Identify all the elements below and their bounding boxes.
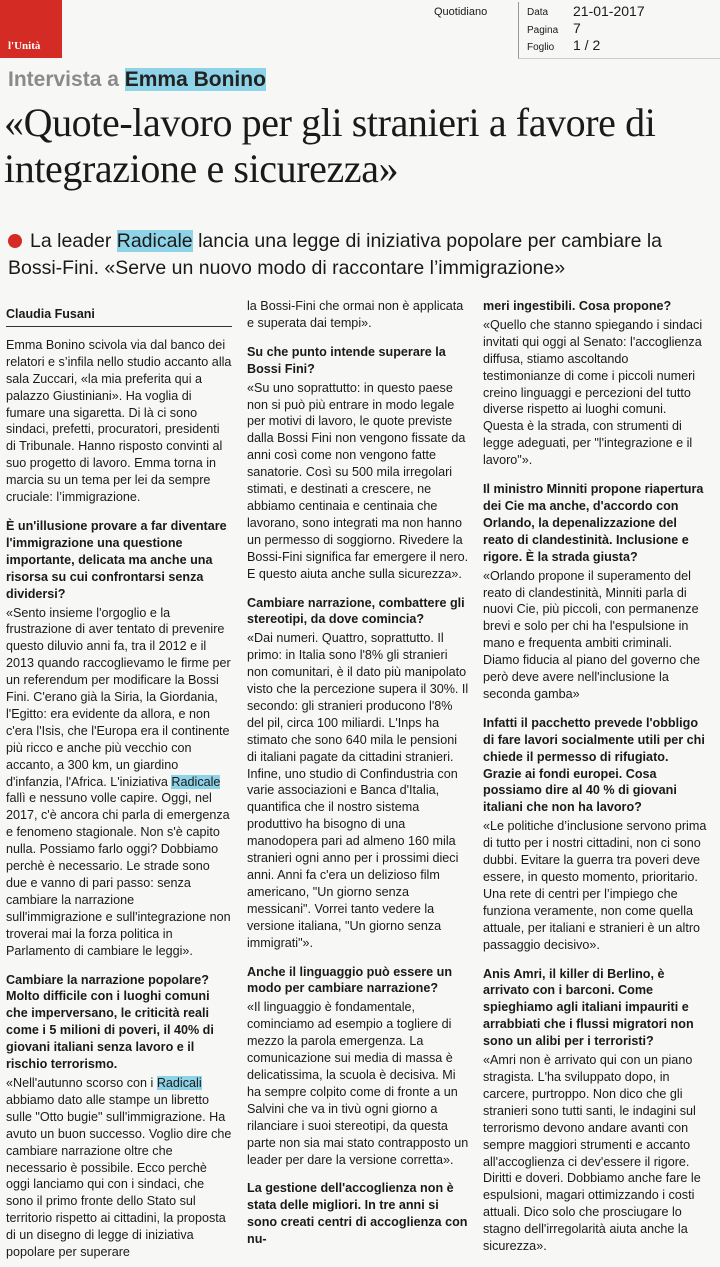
- answer: «Amri non è arrivato qui con un piano stragista. L'ha sviluppato dopo, in carcere, purtroppo. Non dico che gli stranieri sono tutti santi, le indagini sul terrorismo devono andare avanti con sempre maggiori strumenti e accanto all'accoglienza ci dev'essere il rigore. Diritti e doveri. Dobbiamo anche fare le espulsioni, magari ottimizzando i costi attuali. Dico solo che prosciugare lo stagno dell'irregolarità aiuta anche la sicurezza».: [483, 1053, 701, 1254]
- question: Su che punto intende superare la Bossi Fini?: [247, 344, 446, 376]
- paragraph: Emma Bonino scivola via dal banco dei relatori e s’infila nello studio accanto alla sala Zuccari, «la mia preferita qui a palazzo Giustiniani». Ha voglia di fumare una sigaretta. Di là ci sono sindaci, prefetti, procuratori, presidenti di Tribunale. Hanno risposto convinti al suo progetto di lavoro. Emma torna in marcia su un tema per lei da sempre cruciale: l’immigrazione.: [6, 337, 232, 505]
- question: La gestione dell'accoglienza non è stata delle migliori. In tre anni si sono creati centri di accoglienza con nu-: [247, 1181, 468, 1247]
- headline: «Quote-lavoro per gli stranieri a favore di integrazione e sicurezza»: [4, 100, 656, 191]
- page-label: Pagina: [527, 25, 559, 36]
- newspaper-logo: l'Unità: [0, 0, 62, 58]
- red-dot-icon: [8, 234, 22, 248]
- answer: «Su uno soprattutto: in questo paese non si può più entrare in modo legale per motivi di lavoro, le quote previste dalla Bossi Fini non vengono fissate da anni così come non vengono fatte sanatorie. Così su 500 mila irregolari stimati, e destinati a crescere, ne abbiamo centinaia e centinaia che lavorano, sono integrati ma non hanno un permesso di soggiorno. Rivedere la Bossi-Fini significa far emergere il nero. E questo aiuta anche sulla sicurezza».: [247, 380, 469, 581]
- answer: «Nell'autunno scorso con i Radicali abbiamo dato alle stampe un libretto sulle "Otto bugie" sull'immigrazione. Ha avuto un buon successo. Voglio dire che cambiare narrazione oltre che necessario è possibile. Ecco perchè oggi lanciamo qui con i sindaci, che sono il primo fronte dello Stato sul territorio rispetto ai cittadini, la proposta di un disegno di legge di iniziativa popolare per superare: [6, 1075, 232, 1260]
- question: Anis Amri, il killer di Berlino, è arrivato con i barconi. Come spieghiamo agli italiani impauriti e arrabbiati che i flussi migratori non sono un alibi per i terroristi?: [483, 966, 694, 1049]
- answer: «Orlando propone il superamento del reato di clandestinità, Minniti parla di nuovi Cie, più piccoli, con permanenze brevi e solo per chi ha l'espulsione in mano e frequenta ambiti criminali. Diamo fiducia al piano del governo che però deve avere nell'inclusione la seconda gamba»: [483, 568, 701, 701]
- answer: «Sento insieme l'orgoglio e la frustrazione di aver tentato di prevenire questo diluvio anni fa, tra il 2012 e il 2013 quando raccoglievamo le firme per un referendum per modificare la Bossi Fini. C'erano già la Siria, la Giordania, l'Egitto: era evidente da allora, e non c'era l'Isis, che l'Europa era il continente più ricco e anche più vecchio con accanto, a 300 km, un giardino d'infanzia, l'Africa. L'iniziativa Radicale fallì e nessuno volle capire. Oggi, nel 2017, c'è ancora chi parla di emergenza e fenomeno stagionale. Non s'è capito nulla. Possiamo farlo oggi? Dobbiamo perchè è necessario. Le strade sono due e vanno di pari passo: senza cambiare la narrazione sull'immigrazione e sull'integrazione non troverai mai la forza politica in Parlamento di cambiare le leggi».: [6, 605, 231, 958]
- section-label: Quotidiano: [434, 6, 488, 18]
- column-1: [6, 298, 232, 1267]
- page-value: 7: [573, 20, 581, 36]
- question: Anche il linguaggio può essere un modo per cambiare narrazione?: [247, 964, 453, 996]
- answer: «Il linguaggio è fondamentale, cominciamo ad esempio a togliere di mezzo la parola emergenza. La comunicazione sui media di massa è delicatissima, la scuola è decisiva. Mi ha sempre colpito come di fronte a un Salvini che va in tivù ogni giorno a rilanciare i suoi stereotipi, da questa parte non sia mai stato contrapposto un leader per dare la versione corretta».: [247, 1000, 469, 1167]
- column-2: [247, 298, 469, 1250]
- answer: «Dai numeri. Quattro, soprattutto. Il primo: in Italia sono l'8% gli stranieri non comunitari, è il dato più manipolato visto che la percezione supera il 30%. Il secondo: gli stranieri producono l'8% del pil, circa 100 miliardi. L'Inps ha stimato che sono 640 mila le pensioni di italiani pagate da cittadini stranieri. Infine, uno studio di Confindustria con varie associazioni e Banca d'Italia, quantifica che il nostro sistema produttivo ha bisogno di una manodopera pari ad almeno 160 mila stranieri ogni anno per i prossimi dieci anni. Anni fa c'era un delizioso film americano, "Un giorno senza messicani". Vorrei tanto vedere la versione italiana, "Un giorno senza immigrati"».: [247, 631, 469, 950]
- sheet-value: 1 / 2: [573, 37, 601, 53]
- metadata-box: [518, 2, 720, 59]
- date-value: 21-01-2017: [573, 3, 645, 19]
- question: meri ingestibili. Cosa propone?: [483, 299, 672, 313]
- column-3: [483, 298, 708, 1261]
- sheet-label: Foglio: [527, 42, 555, 53]
- question: Infatti il pacchetto prevede l'obbligo di fare lavori socialmente utili per chi chiede il permesso di rifugiato. Grazie ai fondi europei. Cosa possiamo dire al 40 % di giovani italiani che non ha lavoro?: [483, 715, 705, 815]
- date-label: Data: [527, 7, 549, 18]
- answer: «Le politiche d’inclusione servono prima di tutto per i nostri cittadini, non ci sono dubbi. Evitare la guerra tra poveri deve essere, in questo momento, prioritario. Una rete di centri per l’impiego che funziona veramente, non come quella attuale, per italiani e stranieri è un altro passaggio decisivo».: [483, 819, 707, 952]
- byline: Claudia Fusani: [6, 306, 232, 327]
- kicker: Intervista a Emma Bonino: [8, 68, 266, 91]
- summary: La leader Radicale lancia una legge di iniziativa popolare per cambiare la Bossi-Fini. «Serve un nuovo modo di raccontare l’immigrazione»: [8, 230, 663, 279]
- paragraph: la Bossi-Fini che ormai non è applicata e superata dai tempi».: [247, 299, 464, 330]
- answer: «Quello che stanno spiegando i sindaci invitati qui oggi al Senato: l'accoglienza diffusa, stiamo ascoltando testimonianze di come i piccoli numeri creino linguaggi e percezioni del tutto diverse rispetto ai luoghi comuni. Questa è la strada, con strumenti di legge adeguati, per "l'integrazione e il lavoro"».: [483, 317, 703, 468]
- question: È un'illusione provare a far diventare l'immigrazione una questione importante, delicata ma anche una risorsa su cui confrontarsi senza dividersi?: [6, 518, 227, 601]
- question: Il ministro Minniti propone riapertura dei Cie ma anche, d'accordo con Orlando, la depenalizzazione del reato di clandestinità. Inclusione e rigore. È la strada giusta?: [483, 482, 704, 564]
- question: Cambiare narrazione, combattere gli stereotipi, da dove comincia?: [247, 595, 465, 627]
- question: Cambiare la narrazione popolare? Molto difficile con i luoghi comuni che imperversano, le criticità reali come i 5 milioni di poveri, il 40% di giovani italiani senza lavoro e il rischio terrorismo.: [6, 972, 214, 1072]
